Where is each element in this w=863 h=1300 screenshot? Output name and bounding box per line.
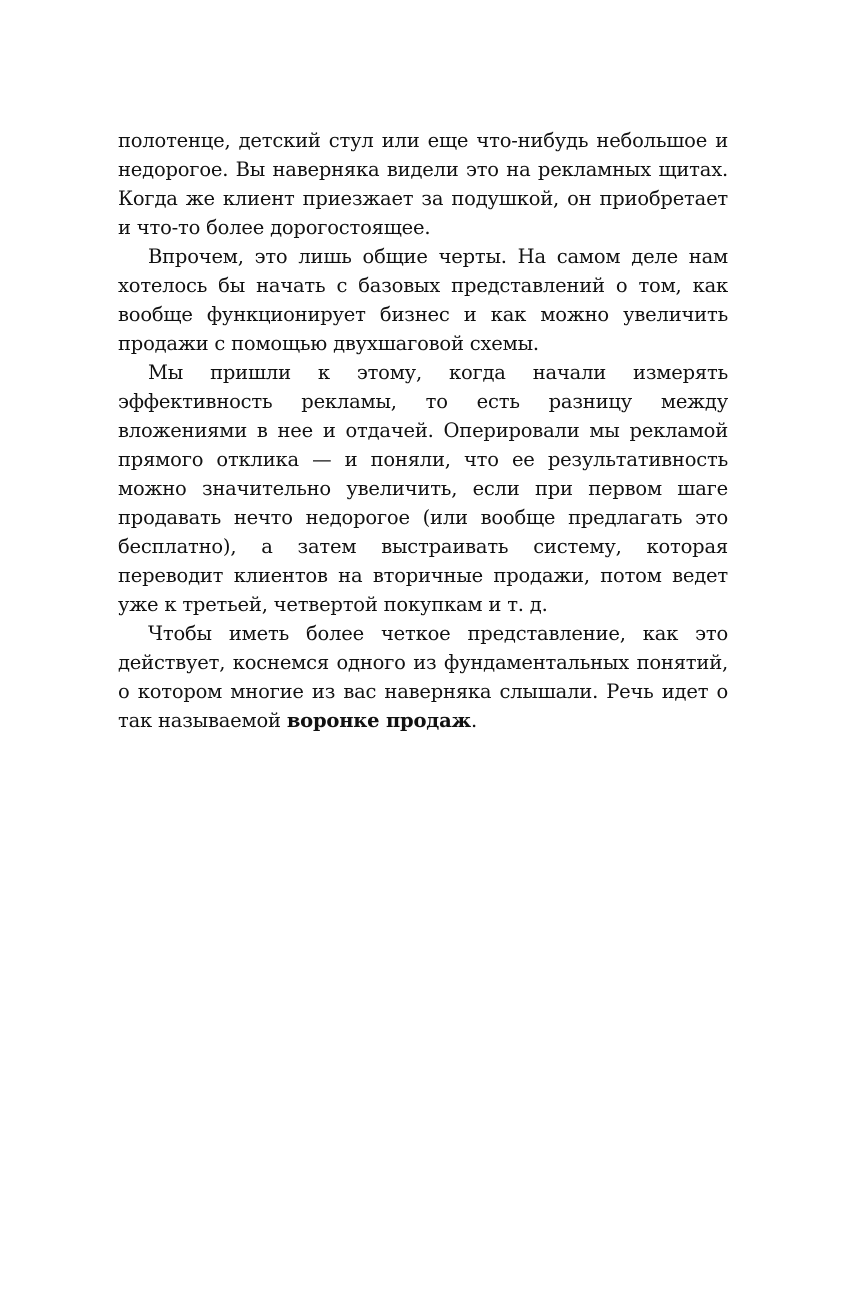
paragraph-4-end: .	[471, 709, 478, 732]
body-text	[118, 126, 728, 735]
paragraph-4-text: Чтобы иметь более четкое представление, как это действует, коснемся одного из фундаментальных понятий, о котором многие из вас наверняка слышали. Речь идет о так называемой	[118, 622, 728, 732]
paragraph-4	[118, 619, 728, 735]
paragraph-1: полотенце, детский стул или еще что-нибудь небольшое и недорогое. Вы наверняка видели это на рекламных щитах. Когда же клиент приезжает за подушкой, он приобретает и что-то более дорогостоящее.	[118, 129, 728, 239]
paragraph-3: Мы пришли к этому, когда начали измерять эффективность рекламы, то есть разницу между вложениями в нее и отдачей. Оперировали мы рекламой прямого отклика — и поняли, что ее результативность можно значительно увеличить, если при первом шаге продавать нечто недорогое (или вообще предлагать это бесплатно), а затем выстраивать систему, которая переводит клиентов на вторичные продажи, потом ведет уже к третьей, четвертой покупкам и т. д.	[118, 361, 728, 616]
paragraph-2: Впрочем, это лишь общие черты. На самом деле нам хотелось бы начать с базовых представлений о том, как вообще функционирует бизнес и как можно увеличить продажи с помощью двухшаговой схемы.	[118, 245, 728, 355]
sales-funnel-term: воронке продаж	[286, 709, 472, 732]
